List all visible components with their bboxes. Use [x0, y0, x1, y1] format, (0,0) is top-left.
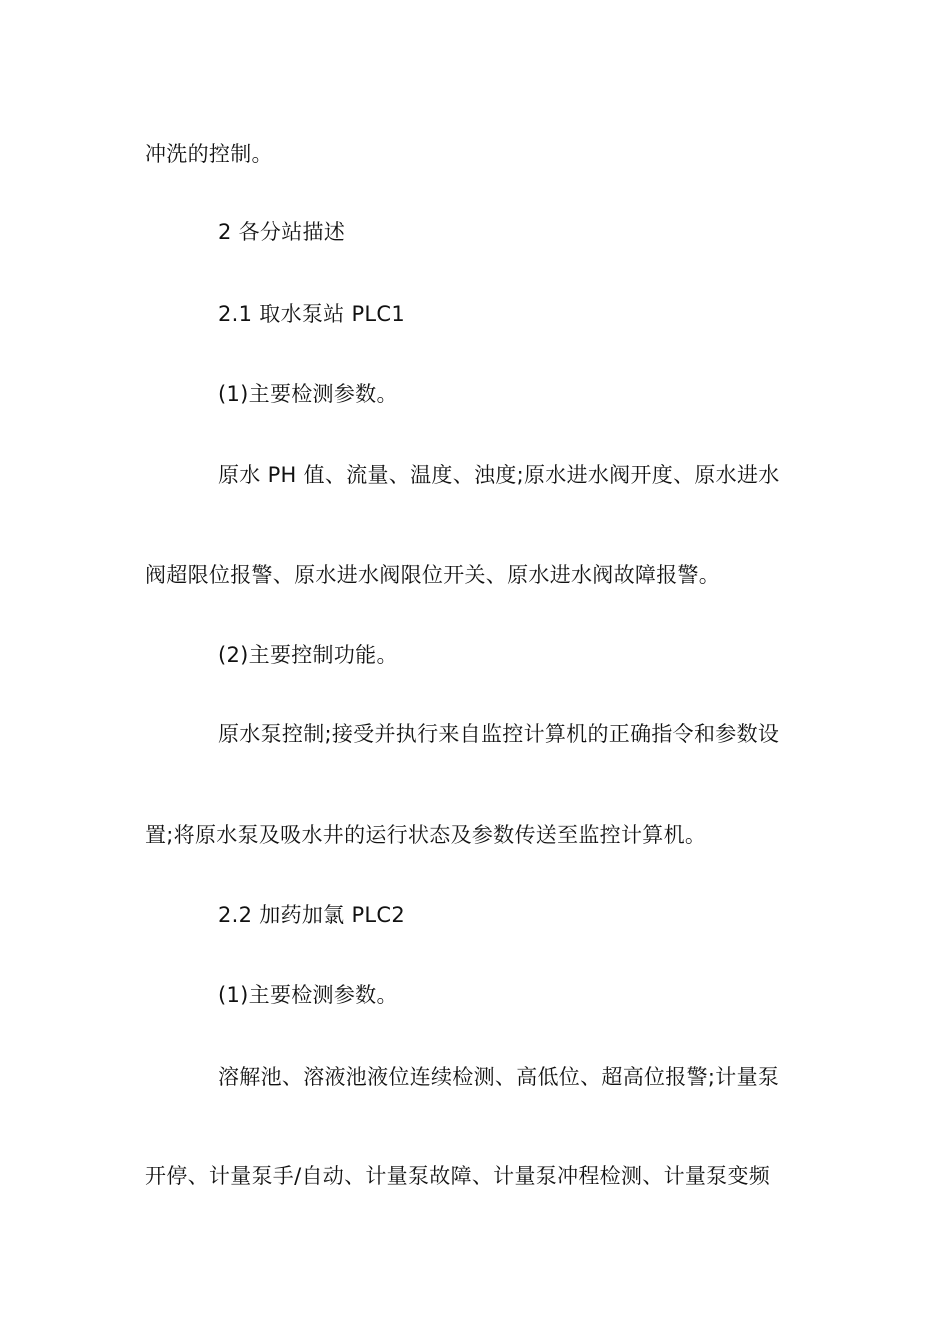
paragraph-line: 置;将原水泵及吸水井的运行状态及参数传送至监控计算机。: [145, 823, 707, 847]
subsection-heading: 2.1 取水泵站 PLC1: [218, 302, 406, 326]
paragraph-line: 溶解池、溶液池液位连续检测、高低位、超高位报警;计量泵: [218, 1065, 780, 1089]
subsection-heading: 2.2 加药加氯 PLC2: [218, 903, 406, 927]
paragraph-line: 阀超限位报警、原水进水阀限位开关、原水进水阀故障报警。: [145, 563, 721, 587]
list-heading: (1)主要检测参数。: [218, 983, 398, 1007]
paragraph-continuation-line: 冲洗的控制。: [145, 142, 273, 166]
paragraph-line: 开停、计量泵手/自动、计量泵故障、计量泵冲程检测、计量泵变频: [145, 1164, 771, 1188]
list-heading: (1)主要检测参数。: [218, 382, 398, 406]
paragraph-line: 原水泵控制;接受并执行来自监控计算机的正确指令和参数设: [218, 722, 780, 746]
list-heading: (2)主要控制功能。: [218, 643, 398, 667]
section-heading: 2 各分站描述: [218, 220, 346, 244]
paragraph-line: 原水 PH 值、流量、温度、浊度;原水进水阀开度、原水进水: [218, 463, 780, 487]
